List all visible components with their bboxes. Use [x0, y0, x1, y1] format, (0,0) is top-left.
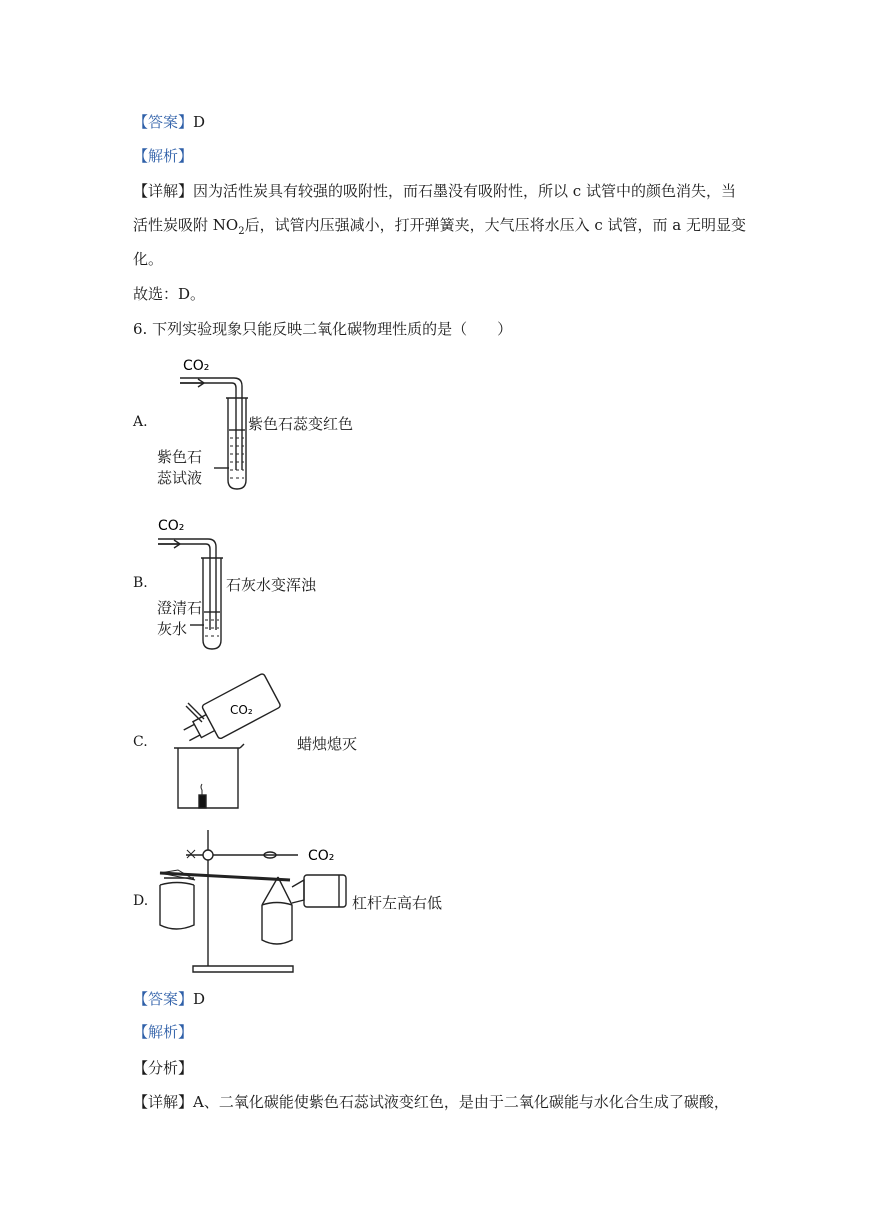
option-a-caption: 紫色石蕊变红色 [248, 415, 354, 433]
option-c-label: C. [133, 734, 148, 750]
detail-text-1: 因为活性炭具有较强的吸附性，而石墨没有吸附性，所以 c 试管中的颜色消失，当 [193, 182, 736, 200]
option-a-liquid-line2: 蕊试液 [157, 469, 203, 487]
answer-label-2: 【答案】 [133, 990, 194, 1008]
option-a-liquid-line1: 紫色石 [157, 448, 203, 466]
answer-value: D [193, 113, 206, 131]
no2-subscript: 2 [238, 226, 245, 237]
answer-line-2 [133, 989, 205, 1009]
option-b-liquid-line1: 澄清石 [157, 599, 203, 617]
option-b-label: B. [133, 575, 148, 591]
option-d-gas: CO₂ [308, 848, 335, 864]
option-c-apparatus [174, 673, 281, 808]
fenxi-label: 【分析】 [133, 1059, 194, 1077]
option-b-gas: CO₂ [158, 518, 185, 534]
detail-line-3: 化。 [133, 250, 164, 268]
answer-label: 【答案】 [133, 113, 194, 131]
option-d-label: D. [133, 893, 149, 909]
detail-label-2: 【详解】 [133, 1093, 194, 1111]
option-c-gas: CO₂ [230, 703, 253, 717]
detail-text-2a: 活性炭吸附 NO [133, 216, 239, 234]
question-text: 6. 下列实验现象只能反映二氧化碳物理性质的是（ ） [133, 320, 513, 338]
option-a-label: A. [133, 414, 148, 430]
detail-text-bottom: A、二氧化碳能使紫色石蕊试液变红色，是由于二氧化碳能与水化合生成了碳酸， [193, 1093, 729, 1111]
detail-line-bottom [133, 1092, 729, 1112]
analysis-label: 【解析】 [133, 147, 194, 165]
choice-line: 故选：D。 [133, 285, 206, 303]
option-a-gas: CO₂ [183, 358, 210, 374]
detail-text-2b: 后，试管内压强减小，打开弹簧夹，大气压将水压入 c 试管，而 a 无明显变 [244, 216, 746, 234]
option-d-caption: 杠杆左高右低 [352, 894, 443, 912]
option-c-caption: 蜡烛熄灭 [297, 735, 358, 753]
detail-label: 【详解】 [133, 182, 194, 200]
answer-value-2: D [193, 990, 206, 1008]
option-b-liquid-line2: 灰水 [157, 620, 188, 638]
option-b-caption: 石灰水变浑浊 [226, 576, 317, 594]
analysis-label-2: 【解析】 [133, 1023, 194, 1041]
